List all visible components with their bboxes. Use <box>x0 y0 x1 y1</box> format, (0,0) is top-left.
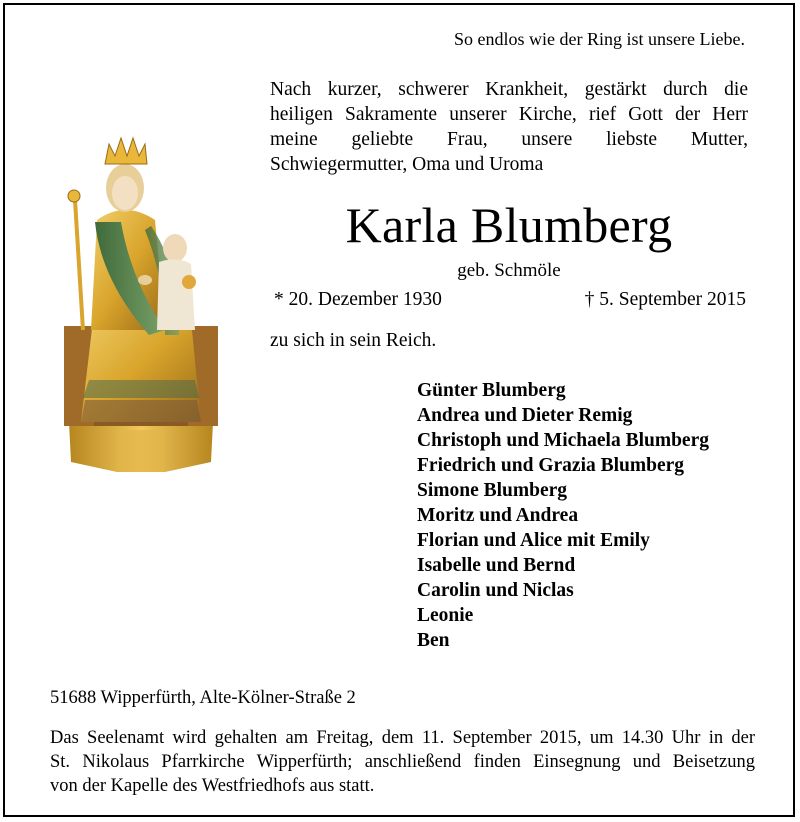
mourner-name: Isabelle und Bernd <box>417 555 576 576</box>
mourner-name: Christoph und Michaela Blumberg <box>417 430 709 451</box>
death-date: † 5. September 2015 <box>584 289 746 310</box>
deceased-name: Karla Blumberg <box>345 197 673 253</box>
mourner-name: Günter Blumberg <box>417 380 566 401</box>
motto: So endlos wie der Ring ist unsere Liebe. <box>454 29 745 49</box>
service-line: Das Seelenamt wird gehalten am Freitag, dem 11. September 2015, um 14.30 Uhr in der <box>50 728 755 748</box>
intro-text <box>270 77 748 177</box>
mourner-name: Florian und Alice mit Emily <box>417 530 650 551</box>
address: 51688 Wipperfürth, Alte-Kölner-Straße 2 <box>50 688 356 708</box>
birth-date: * 20. Dezember 1930 <box>274 289 442 310</box>
intro-line: Nach kurzer, schwerer Krankheit, gestärkt durch die <box>270 79 748 100</box>
service-line: von der Kapelle des Westfriedhofs aus statt. <box>50 776 375 796</box>
intro-line: heiligen Sakramente unserer Kirche, rief Gott der Herr <box>270 104 748 125</box>
mourner-name: Moritz und Andrea <box>417 505 579 526</box>
madonna-statue-image <box>61 130 221 475</box>
mourner-name: Andrea und Dieter Remig <box>417 405 633 426</box>
mourner-name: Carolin und Niclas <box>417 580 574 601</box>
mourner-name: Friedrich und Grazia Blumberg <box>417 455 685 476</box>
intro-line: Schwiegermutter, Oma und Uroma <box>270 154 544 175</box>
intro-line: meine geliebte Frau, unsere liebste Mutter, <box>270 129 748 150</box>
mourner-name: Simone Blumberg <box>417 480 568 501</box>
mourners-list <box>417 378 709 653</box>
mourner-name: Ben <box>417 630 450 651</box>
closing-text: zu sich in sein Reich. <box>270 330 437 351</box>
service-line: St. Nikolaus Pfarrkirche Wipperfürth; anschließend finden Einsegnung und Beisetzung <box>50 752 755 772</box>
mourner-name: Leonie <box>417 605 474 626</box>
service-details <box>50 726 755 798</box>
maiden-name: geb. Schmöle <box>457 260 561 281</box>
obituary-notice <box>3 3 795 817</box>
